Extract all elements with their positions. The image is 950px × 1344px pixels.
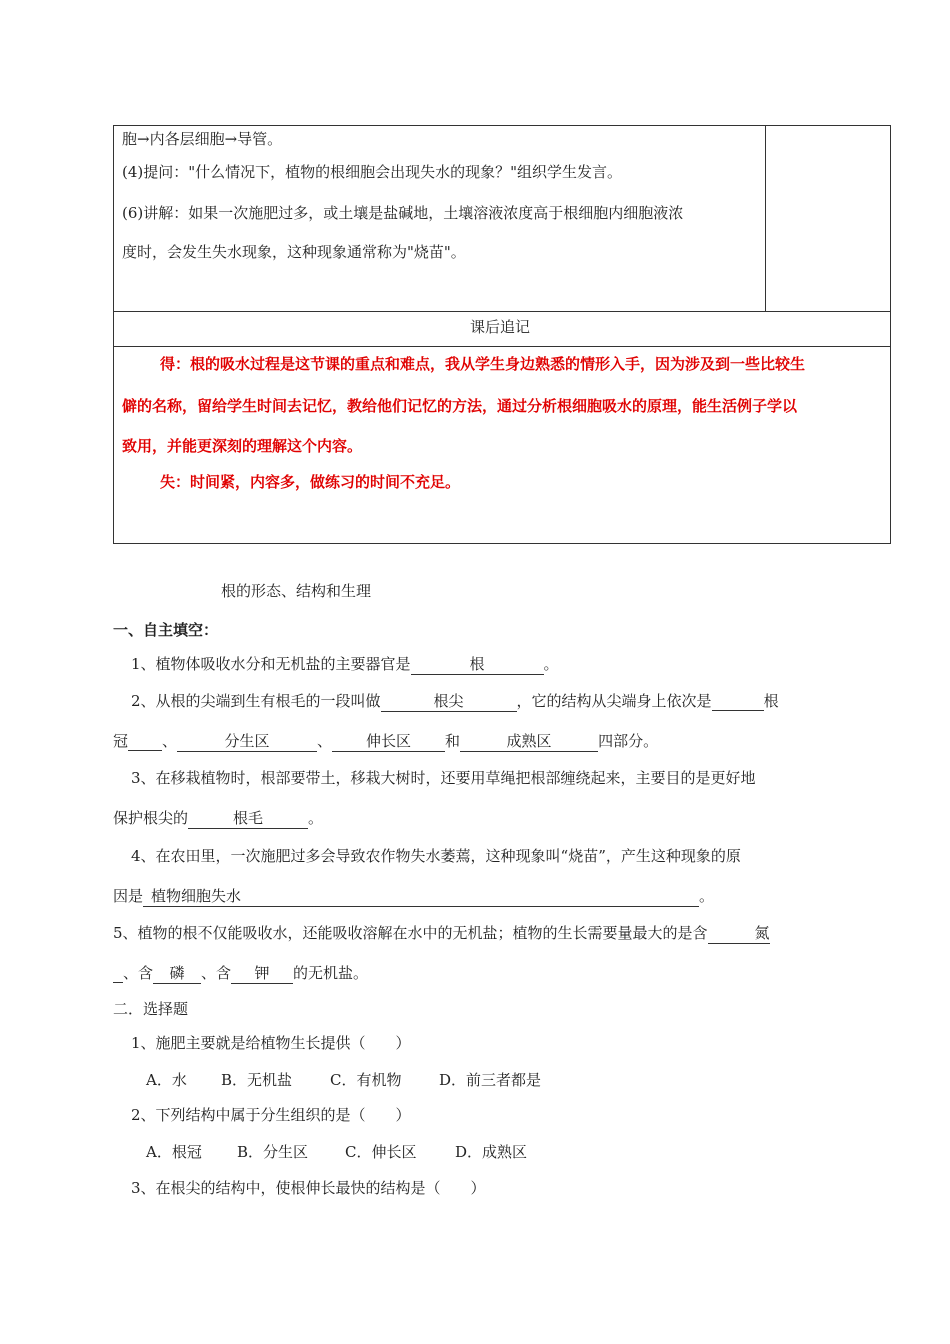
worksheet-title: 根的形态、结构和生理 <box>221 582 372 600</box>
section-fill-in: 一、自主填空： <box>113 621 219 639</box>
question-2-line-2: 冠 、 分生区 、 伸长区 和 成熟区 四部分。 <box>113 732 659 750</box>
answer-4: 植物细胞失水 <box>143 885 699 907</box>
choice-2-d: D．成熟区 <box>455 1143 528 1161</box>
answer-2a: 根尖 <box>381 690 517 712</box>
blank-2b <box>128 732 162 751</box>
reflection-loss: 失：时间紧，内容多，做练习的时间不充足。 <box>160 473 461 491</box>
answer-5a: 氮 <box>708 922 770 944</box>
choice-question-3: 3、在根尖的结构中，使根伸长最快的结构是（ ） <box>131 1179 486 1197</box>
question-1: 1、植物体吸收水分和无机盐的主要器官是 根 。 <box>131 655 559 673</box>
question-4-line-2: 因是 植物细胞失水 。 <box>113 887 715 905</box>
question-3-line-2: 保护根尖的 根毛 。 <box>113 809 324 827</box>
choice-1-c: C．有机物 <box>330 1071 402 1089</box>
answer-3: 根毛 <box>188 807 308 829</box>
answer-5c: 钾 <box>231 962 293 984</box>
reflection-gain-line-3: 致用，并能更深刻的理解这个内容。 <box>122 437 363 455</box>
section-multiple-choice: 二．选择题 <box>113 1000 189 1018</box>
choice-2-c: C．伸长区 <box>345 1143 417 1161</box>
table-column-divider <box>765 125 766 311</box>
reflection-gain-line-2: 僻的名称，留给学生时间去记忆，教给他们记忆的方法，通过分析根细胞吸水的原理，能生活例子学以 <box>122 397 798 415</box>
table-row-divider-top <box>113 311 891 312</box>
answer-5b: 磷 <box>153 962 201 984</box>
answer-2d: 成熟区 <box>460 730 598 752</box>
reflection-gain-line-1: 得：根的吸水过程是这节课的重点和难点，我从学生身边熟悉的情形入手，因为涉及到一些比较生 <box>160 355 806 373</box>
table-header: 课后追记 <box>470 318 531 336</box>
choice-1-a: A．水 <box>146 1071 187 1089</box>
table-line-3: (6)讲解：如果一次施肥过多，或土壤是盐碱地，土壤溶液浓度高于根细胞内细胞液浓 <box>122 204 684 222</box>
answer-1: 根 <box>411 653 544 675</box>
choice-2-a: A．根冠 <box>146 1143 202 1161</box>
choice-2-b: B．分生区 <box>237 1143 309 1161</box>
choice-1-d: D．前三者都是 <box>439 1071 542 1089</box>
table-line-2: (4)提问："什么情况下，植物的根细胞会出现失水的现象？"组织学生发言。 <box>122 163 623 181</box>
table-line-4: 度时，会发生失水现象，这种现象通常称为"烧苗"。 <box>122 243 466 261</box>
choice-question-1: 1、施肥主要就是给植物生长提供（ ） <box>131 1034 411 1052</box>
question-5-line-2: 、含 磷 、含 钾 的无机盐。 <box>113 962 368 984</box>
choice-question-2: 2、下列结构中属于分生组织的是（ ） <box>131 1106 411 1124</box>
blank-5 <box>113 964 123 983</box>
choice-1-b: B．无机盐 <box>221 1071 293 1089</box>
question-2-line-1: 2、从根的尖端到生有根毛的一段叫做 根尖 ，它的结构从尖端身上依次是 根 <box>131 692 779 710</box>
answer-2c: 伸长区 <box>332 730 445 752</box>
question-3-line-1: 3、在移栽植物时，根部要带土，移栽大树时，还要用草绳把根部缠绕起来，主要目的是更好地 <box>131 769 756 787</box>
question-4-line-1: 4、在农田里，一次施肥过多会导致农作物失水萎蔫，这种现象叫“烧苗”，产生这种现象的原 <box>131 847 741 865</box>
answer-2b: 分生区 <box>177 730 317 752</box>
blank-2 <box>712 692 764 711</box>
question-5-line-1: 5、植物的根不仅能吸收水，还能吸收溶解在水中的无机盐；植物的生长需要量最大的是含 氮 <box>113 924 770 942</box>
table-line-1: 胞→内各层细胞→导管。 <box>122 130 283 148</box>
table-row-divider-bottom <box>113 346 891 347</box>
